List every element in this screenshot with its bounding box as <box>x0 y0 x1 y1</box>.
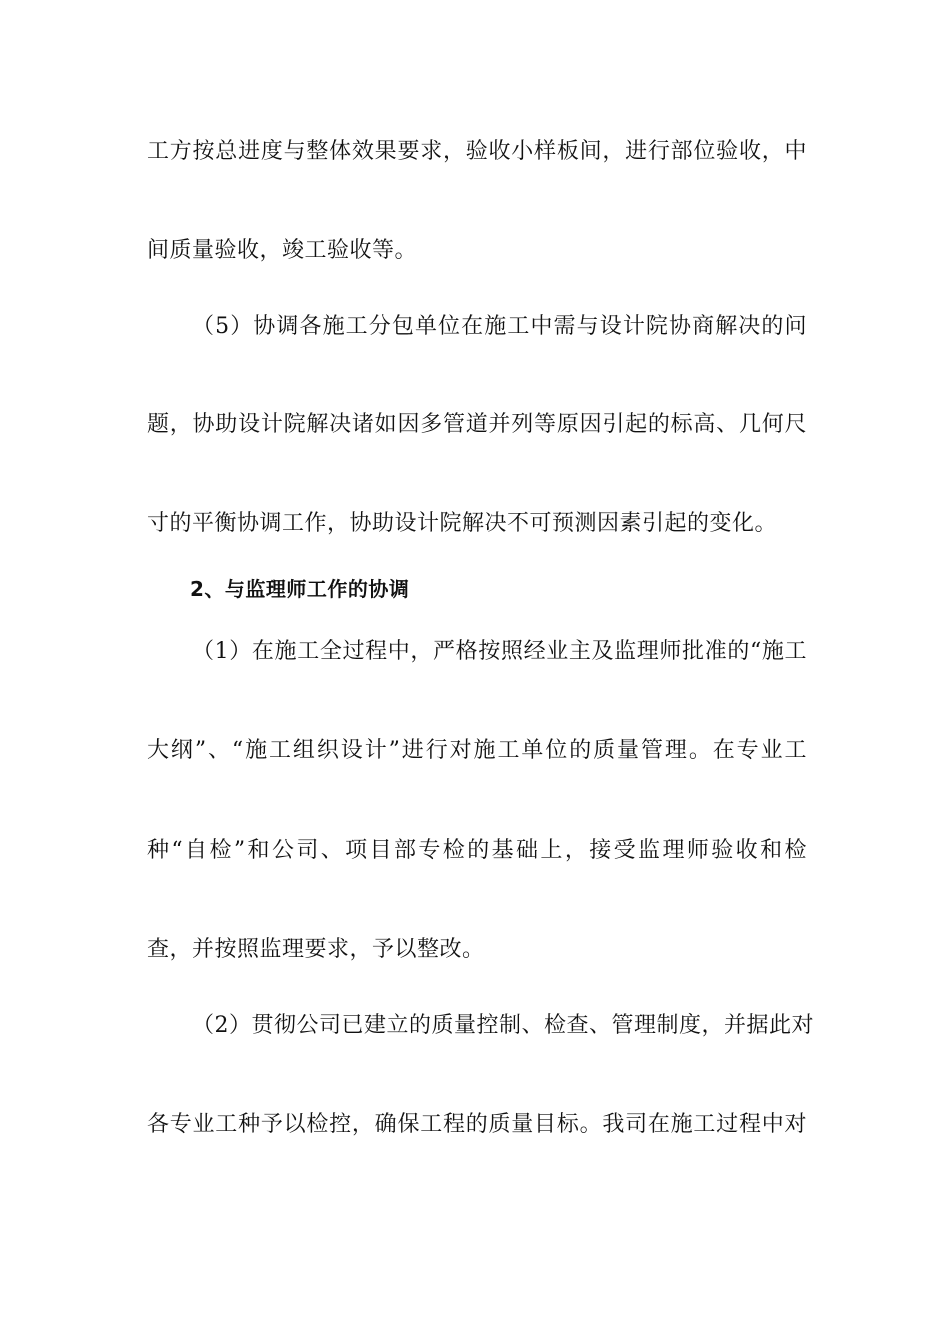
paragraph-line: （2）贯彻公司已建立的质量控制、检查、管理制度，并据此对 <box>192 1013 814 1038</box>
paragraph-line: 各专业工种予以检控，确保工程的质量目标。我司在施工过程中对 <box>147 1112 807 1137</box>
paragraph-line: 查，并按照监理要求，予以整改。 <box>147 937 485 962</box>
paragraph-line: 寸的平衡协调工作，协助设计院解决不可预测因素引起的变化。 <box>147 511 778 536</box>
paragraph-line: 种“自检”和公司、项目部专检的基础上，接受监理师验收和检 <box>147 838 807 863</box>
paragraph-line: 题，协助设计院解决诸如因多管道并列等原因引起的标高、几何尺 <box>147 412 807 437</box>
paragraph-line: （5）协调各施工分包单位在施工中需与设计院协商解决的问 <box>192 314 807 339</box>
section-heading: 2、与监理师工作的协调 <box>190 577 410 601</box>
paragraph-line: （1）在施工全过程中，严格按照经业主及监理师批准的“施工 <box>192 639 807 664</box>
paragraph-line: 间质量验收，竣工验收等。 <box>147 238 418 263</box>
paragraph-line: 大纲”、“施工组织设计”进行对施工单位的质量管理。在专业工 <box>147 738 807 763</box>
paragraph-line: 工方按总进度与整体效果要求，验收小样板间，进行部位验收，中 <box>147 139 807 164</box>
